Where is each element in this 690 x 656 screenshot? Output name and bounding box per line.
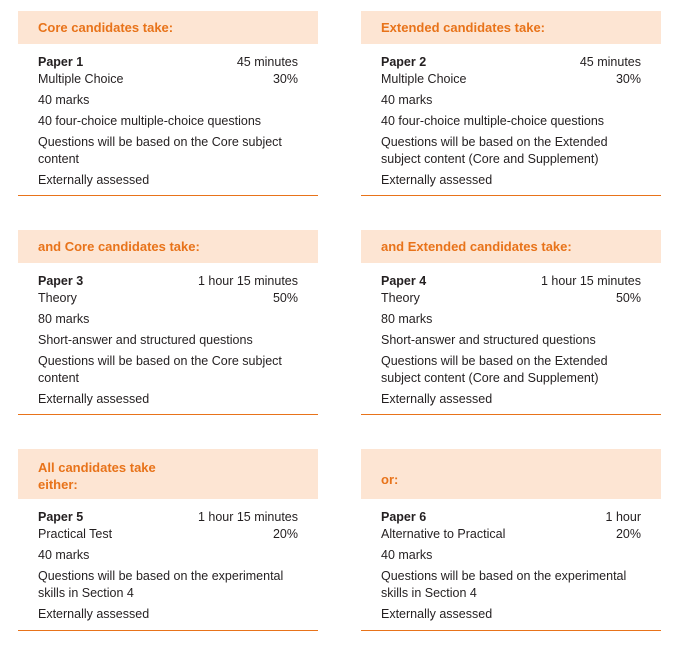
card-divider <box>361 195 661 196</box>
paper-content: Questions will be based on the experimental skills in Section 4 <box>381 569 627 600</box>
paper-format: Short-answer and structured questions <box>38 333 253 347</box>
card-body <box>18 44 318 189</box>
card-paper-3 <box>18 230 318 415</box>
paper-type: Multiple Choice <box>38 72 124 86</box>
paper-title: Paper 2 <box>381 55 427 69</box>
paper-content: Questions will be based on the Core subject content <box>38 354 282 385</box>
paper-marks: 40 marks <box>381 93 433 107</box>
paper-duration: 45 minutes <box>579 55 641 69</box>
paper-title: Paper 5 <box>38 510 84 524</box>
card-body <box>18 499 318 623</box>
paper-marks: 80 marks <box>381 312 433 326</box>
card-body <box>361 263 661 408</box>
card-header-text: Core candidates take: <box>38 20 174 35</box>
card-paper-6 <box>361 449 661 631</box>
card-header-text: and Core candidates take: <box>38 239 200 254</box>
paper-weight: 30% <box>615 72 641 86</box>
card-header-text: or: <box>381 472 399 487</box>
card-paper-2 <box>361 11 661 196</box>
card-body <box>361 44 661 189</box>
card-paper-1 <box>18 11 318 196</box>
card-divider <box>18 630 318 631</box>
paper-content: Questions will be based on the Extended subject content (Core and Supplement) <box>381 135 608 166</box>
paper-duration: 1 hour 15 minutes <box>197 274 298 288</box>
paper-marks: 40 marks <box>381 548 433 562</box>
card-header <box>361 230 661 263</box>
paper-title: Paper 1 <box>38 55 84 69</box>
paper-content: Questions will be based on the experimental skills in Section 4 <box>38 569 284 600</box>
paper-content: Questions will be based on the Core subject content <box>38 135 282 166</box>
paper-title: Paper 3 <box>38 274 84 288</box>
card-body <box>361 499 661 623</box>
paper-format: 40 four-choice multiple-choice questions <box>381 114 605 128</box>
card-paper-4 <box>361 230 661 415</box>
paper-content: Questions will be based on the Extended subject content (Core and Supplement) <box>381 354 608 385</box>
card-header-text: and Extended candidates take: <box>381 239 572 254</box>
paper-title: Paper 4 <box>381 274 427 288</box>
paper-weight: 20% <box>272 527 298 541</box>
paper-assessment: Externally assessed <box>38 607 150 621</box>
card-header <box>18 230 318 263</box>
card-divider <box>18 414 318 415</box>
paper-type: Alternative to Practical <box>381 527 506 541</box>
paper-assessment: Externally assessed <box>381 392 493 406</box>
paper-type: Practical Test <box>38 527 113 541</box>
paper-weight: 50% <box>272 291 298 305</box>
paper-type: Theory <box>38 291 77 305</box>
paper-duration: 1 hour 15 minutes <box>540 274 641 288</box>
paper-duration: 45 minutes <box>236 55 298 69</box>
card-header-text: All candidates take either: <box>38 460 156 492</box>
card-paper-5 <box>18 449 318 631</box>
card-header <box>361 449 661 499</box>
paper-weight: 20% <box>615 527 641 541</box>
card-divider <box>361 414 661 415</box>
paper-marks: 40 marks <box>38 93 90 107</box>
paper-marks: 40 marks <box>38 548 90 562</box>
paper-weight: 50% <box>615 291 641 305</box>
paper-format: 40 four-choice multiple-choice questions <box>38 114 262 128</box>
paper-duration: 1 hour 15 minutes <box>197 510 298 524</box>
paper-format: Short-answer and structured questions <box>381 333 596 347</box>
card-header-text: Extended candidates take: <box>381 20 545 35</box>
paper-duration: 1 hour <box>605 510 641 524</box>
paper-assessment: Externally assessed <box>38 392 150 406</box>
card-header <box>18 11 318 44</box>
card-divider <box>18 195 318 196</box>
paper-type: Theory <box>381 291 420 305</box>
paper-assessment: Externally assessed <box>38 173 150 187</box>
card-header <box>361 11 661 44</box>
paper-title: Paper 6 <box>381 510 427 524</box>
paper-marks: 80 marks <box>38 312 90 326</box>
card-divider <box>361 630 661 631</box>
paper-assessment: Externally assessed <box>381 607 493 621</box>
paper-weight: 30% <box>272 72 298 86</box>
paper-assessment: Externally assessed <box>381 173 493 187</box>
card-body <box>18 263 318 408</box>
paper-type: Multiple Choice <box>381 72 467 86</box>
card-header <box>18 449 318 499</box>
